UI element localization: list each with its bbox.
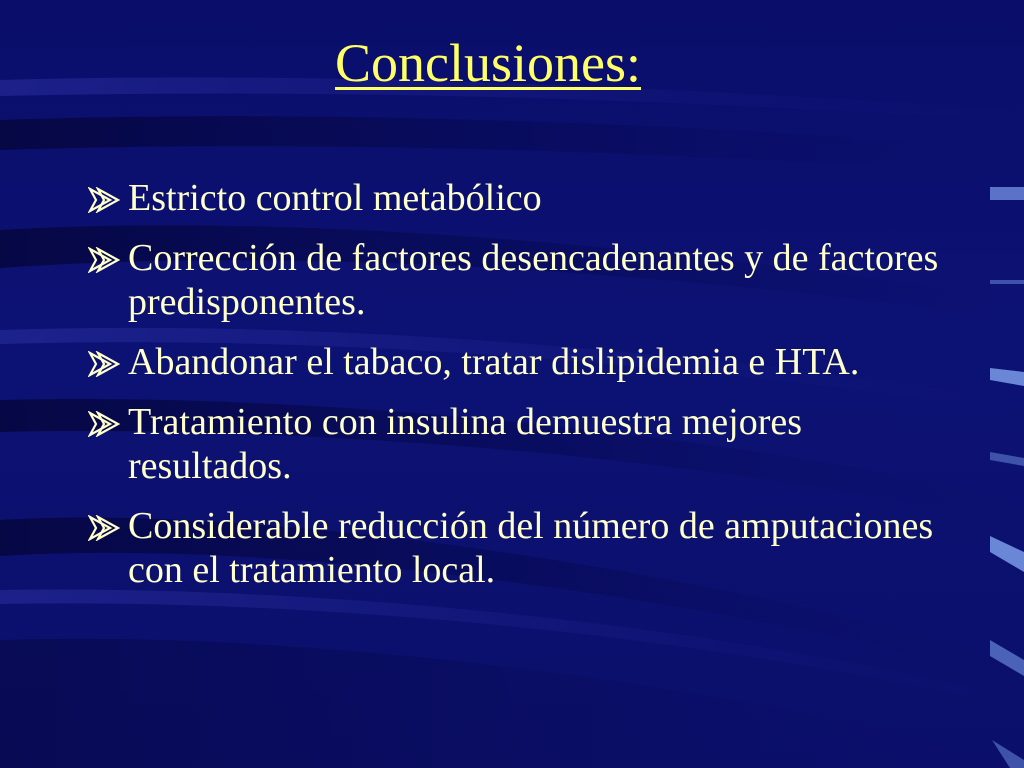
arrow-bullet-icon bbox=[88, 515, 124, 541]
bullet-item bbox=[86, 236, 956, 324]
bullet-text: Tratamiento con insulina demuestra mejores resultados. bbox=[128, 401, 802, 487]
bullet-list bbox=[86, 176, 956, 608]
arrow-bullet-icon bbox=[88, 351, 124, 377]
bullet-text: Considerable reducción del número de amputaciones con el tratamiento local. bbox=[128, 505, 953, 591]
slide-title: Conclusiones: bbox=[335, 33, 641, 93]
bullet-text: Abandonar el tabaco, tratar dislipidemia e HTA. bbox=[128, 341, 860, 383]
bullet-item bbox=[86, 504, 956, 592]
bullet-text: Corrección de factores desencadenantes y de factores predisponentes. bbox=[128, 237, 939, 323]
bullet-item bbox=[86, 400, 956, 488]
arrow-bullet-icon bbox=[88, 247, 124, 273]
bullet-item bbox=[86, 176, 956, 220]
bullet-item bbox=[86, 340, 956, 384]
arrow-bullet-icon bbox=[88, 411, 124, 437]
bullet-text: Estricto control metabólico bbox=[128, 177, 542, 219]
arrow-bullet-icon bbox=[88, 187, 124, 213]
